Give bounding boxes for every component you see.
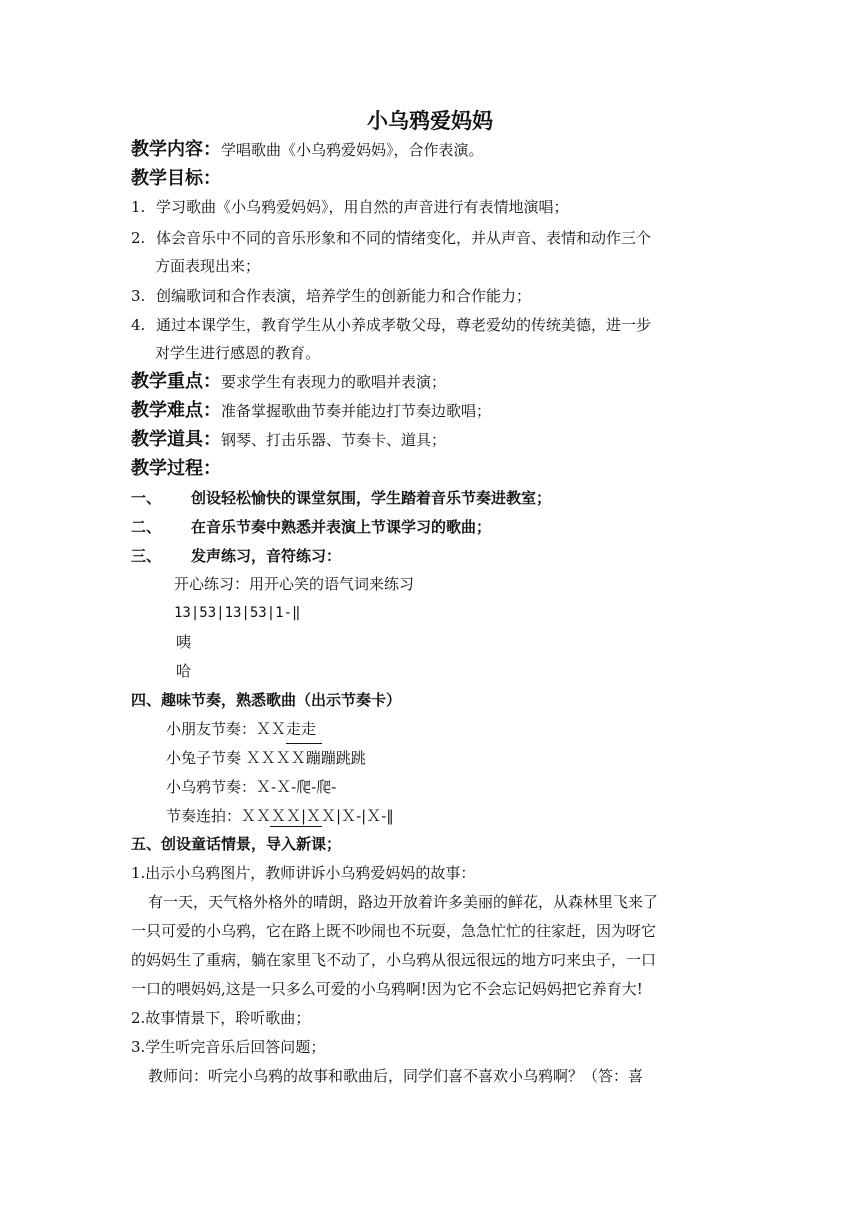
content-line [131, 138, 484, 162]
props-label: 教学道具： [131, 429, 221, 450]
step-five: 五、创设童话情景，导入新课； [131, 835, 342, 853]
key-label: 教学重点： [131, 371, 221, 392]
goal-text: 创编歌词和合作表演，培养学生的创新能力和合作能力； [156, 287, 532, 305]
difficulty-line [131, 399, 491, 423]
step-text: 创设轻松愉快的课堂氛围，学生踏着音乐节奏进教室； [191, 489, 552, 507]
goal-text: 通过本课学生，教育学生从小养成孝敬父母，尊老爱幼的传统美德，进一步 [156, 316, 652, 334]
page-title: 小乌鸦爱妈妈 [367, 108, 493, 133]
step-item: 三、 发声练习，音符练习： [131, 547, 342, 565]
step-text: 发声练习，音符练习： [191, 547, 342, 565]
goal-text-continued: 对学生进行感恩的教育。 [155, 344, 321, 362]
content-label: 教学内容： [131, 139, 221, 160]
practice-intro: 开心练习：用开心笑的语气词来练习 [174, 575, 415, 593]
story-line: 一只可爱的小乌鸦，它在路上既不吵闹也不玩耍，急急忙忙的往家赶，因为呀它 [131, 922, 657, 940]
rhythm-line: 小朋友节奏：ＸＸ走走 [166, 720, 317, 738]
rhythm-line: 小乌鸦节奏：Ｘ-Ｘ-爬-爬- [166, 778, 337, 796]
beam-mark [286, 743, 322, 744]
story-line: 有一天，天气格外格外的晴朗，路边开放着许多美丽的鲜花，从森林里飞来了 [148, 893, 659, 911]
step-text: 在音乐节奏中熟悉并表演上节课学习的歌曲； [191, 518, 492, 536]
story-line: 的妈妈生了重病，躺在家里飞不动了，小乌鸦从很远很远的地方叼来虫子，一口 [131, 951, 657, 969]
goal-text-continued: 方面表现出来； [155, 257, 261, 275]
goal-item: 1. 学习歌曲《小乌鸦爱妈妈》，用自然的声音进行有表情地演唱； [131, 198, 569, 216]
goal-item: 2. 体会音乐中不同的音乐形象和不同的情绪变化，并从声音、表情和动作三个 [131, 229, 652, 247]
difficulty-label: 教学难点： [131, 400, 221, 421]
practice-syllable: 哈 [176, 662, 192, 680]
story-item: 1.出示小乌鸦图片，教师讲诉小乌鸦爱妈妈的故事： [131, 864, 476, 882]
story-item: 3.学生听完音乐后回答问题； [131, 1038, 326, 1056]
practice-notes: 13|53|13|53|1-‖ [174, 605, 301, 621]
difficulty-text: 准备掌握歌曲节奏并能边打节奏边歌唱； [221, 402, 492, 420]
step-item: 一、 创设轻松愉快的课堂氛围，学生踏着音乐节奏进教室； [131, 489, 552, 507]
key-point-line [131, 370, 446, 394]
rhythm-line: 小兔子节奏 ＸＸＸＸ蹦蹦跳跳 [166, 749, 366, 767]
goal-text: 体会音乐中不同的音乐形象和不同的情绪变化，并从声音、表情和动作三个 [156, 229, 652, 247]
step-item: 二、 在音乐节奏中熟悉并表演上节课学习的歌曲； [131, 518, 492, 536]
goal-item: 4. 通过本课学生，教育学生从小养成孝敬父母，尊老爱幼的传统美德，进一步 [131, 316, 652, 334]
key-text: 要求学生有表现力的歌唱并表演； [221, 373, 447, 391]
content-text: 学唱歌曲《小乌鸦爱妈妈》，合作表演。 [221, 141, 484, 159]
rhythm-line: 节奏连拍：ＸＸＸＸ|ＸＸ|Ｘ-|Ｘ-‖ [166, 807, 394, 825]
goals-heading: 教学目标： [131, 168, 221, 189]
goal-item: 3. 创编歌词和合作表演，培养学生的创新能力和合作能力； [131, 287, 532, 305]
teacher-question: 教师问：听完小乌鸦的故事和歌曲后，同学们喜不喜欢小乌鸦啊？（答：喜 [148, 1067, 644, 1085]
goal-text: 学习歌曲《小乌鸦爱妈妈》，用自然的声音进行有表情地演唱； [156, 198, 569, 216]
beam-mark [270, 826, 322, 827]
props-line [131, 428, 446, 452]
process-heading: 教学过程： [131, 458, 221, 479]
props-text: 钢琴、打击乐器、节奏卡、道具； [221, 431, 447, 449]
step-four: 四、趣味节奏，熟悉歌曲（出示节奏卡） [131, 691, 402, 709]
practice-syllable: 咦 [176, 633, 192, 651]
story-item: 2.故事情景下，聆听歌曲； [131, 1009, 311, 1027]
story-line: 一口的喂妈妈,这是一只多么可爱的小乌鸦啊!因为它不会忘记妈妈把它养育大! [131, 980, 643, 998]
